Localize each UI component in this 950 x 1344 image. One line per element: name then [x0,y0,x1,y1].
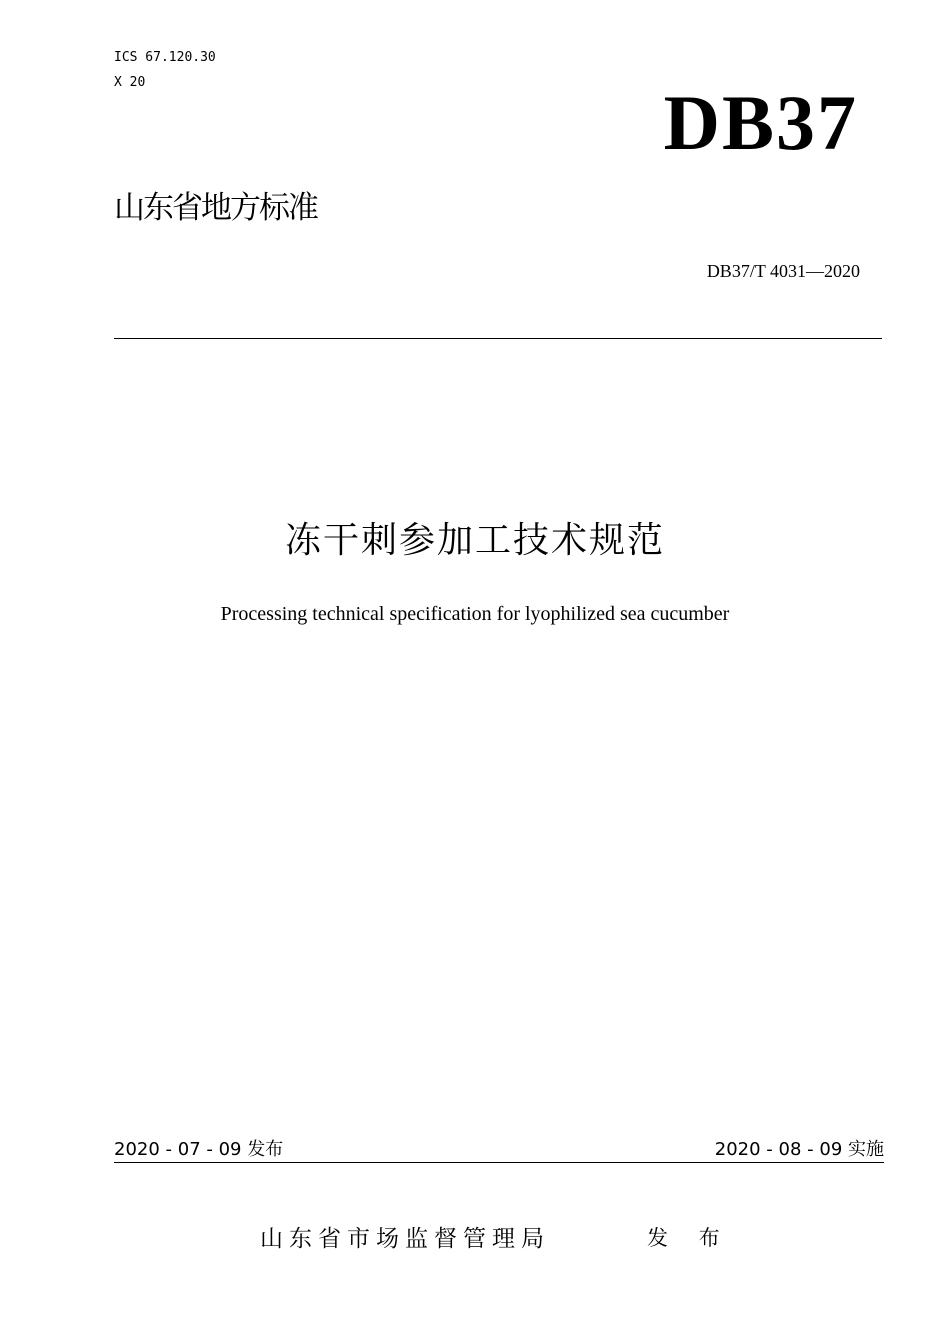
standard-type: 山东省地方标准 [114,190,317,226]
ics-code: ICS 67.120.30 [114,50,216,65]
standard-code: DB37/T 4031—2020 [706,261,860,281]
bottom-divider [114,1162,884,1163]
issue-label: 发 布 [647,1226,732,1250]
document-title-english: Processing technical specification for lyophilized sea cucumber [220,603,730,625]
document-title: 冻干刺参加工技术规范 [284,520,665,561]
top-divider [114,338,882,339]
issuing-authority: 山东省市场监督管理局 [260,1226,550,1252]
classification-code: X 20 [114,75,146,90]
implement-date: 2020 - 08 - 09 实施 [714,1139,884,1160]
publish-date: 2020 - 07 - 09 发布 [114,1139,284,1160]
standard-mark: DB37 [663,79,858,166]
